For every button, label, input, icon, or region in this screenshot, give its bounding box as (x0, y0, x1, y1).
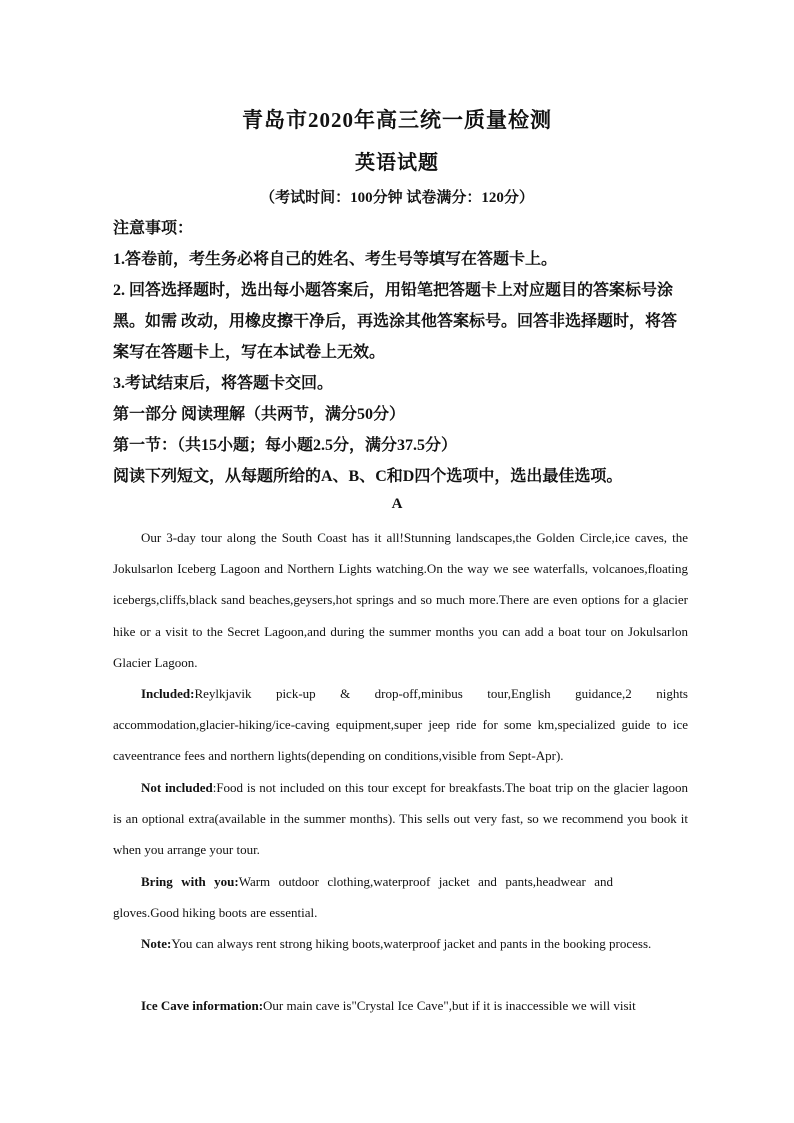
subject-title: 英语试题 (355, 152, 439, 174)
included-label: Included: (141, 686, 195, 701)
part-1-heading: 第一部分 阅读理解（共两节，满分50分） (113, 406, 406, 423)
bring-label: Bring with you: (141, 874, 239, 889)
notes-heading: 注意事项： (113, 220, 194, 237)
ice-cave-text: Our main cave is"Crystal Ice Cave",but if it is inaccessible we will visit (263, 998, 636, 1013)
ice-cave-paragraph (113, 990, 688, 1021)
passage-letter: A (391, 496, 403, 512)
not-included-text: :Food is not included on this tour except for breakfasts.The boat trip on the glacier lagoon is an optional extra(available in the summer months). This sells out very fast, so we recommend you book it when you arrange your tour. (113, 780, 688, 858)
note-item-2-line-3: 案写在答题卡上，写在本试卷上无效。 (113, 344, 386, 361)
note-item-2-line-2: 黑。如需 改动，用橡皮擦干净后，再选涂其他答案标号。回答非选择题时，将答 (113, 313, 678, 330)
note-item-1: 1.答卷前，考生务必将自己的姓名、考生号等填写在答题卡上。 (113, 251, 558, 268)
ice-cave-label: Ice Cave information: (141, 998, 264, 1013)
note-paragraph (113, 928, 688, 959)
bring-paragraph (113, 866, 613, 928)
bring-text: Warm outdoor clothing,waterproof jacket and pants,headwear and gloves.Good hiking boots are essential. (113, 874, 613, 921)
note-text: You can always rent strong hiking boots,waterproof jacket and pants in the booking process. (171, 936, 652, 951)
exam-info: （考试时间：100分钟 试卷满分：120分） (260, 190, 534, 206)
note-label: Note: (141, 936, 172, 951)
included-paragraph (113, 678, 688, 772)
passage-intro (113, 522, 688, 678)
exam-title: 青岛市2020年高三统一质量检测 (242, 108, 552, 132)
section-1-heading: 第一节：（共15小题；每小题2.5分，满分37.5分） (113, 437, 458, 454)
directions: 阅读下列短文，从每题所给的A、B、C和D四个选项中，选出最佳选项。 (113, 468, 623, 485)
not-included-label: Not included (141, 780, 213, 795)
not-included-paragraph (113, 772, 688, 866)
note-item-2-line-1: 2. 回答选择题时，选出每小题答案后，用铅笔把答题卡上对应题目的答案标号涂 (113, 282, 674, 299)
included-text: Reylkjavik pick-up & drop-off,minibus tour,English guidance,2 nights accommodation,glacier-hiking/ice-caving equipment,super jeep ride for some km,specialized guide to ice caveentrance fees and northern lights(depending on conditions,visible from Sept-Apr). (113, 686, 688, 764)
note-item-3: 3.考试结束后，将答题卡交回。 (113, 375, 334, 392)
passage-intro-text: Our 3-day tour along the South Coast has it all!Stunning landscapes,the Golden Circle,ice caves, the Jokulsarlon Iceberg Lagoon and Northern Lights watching.On the way we see waterfalls, volcanoes,floating icebergs,cliffs,black sand beaches,geysers,hot springs and so much more.There are even options for a glacier hike or a visit to the Secret Lagoon,and during the summer months you can add a boat tour on Jokulsarlon Glacier Lagoon. (113, 530, 688, 670)
